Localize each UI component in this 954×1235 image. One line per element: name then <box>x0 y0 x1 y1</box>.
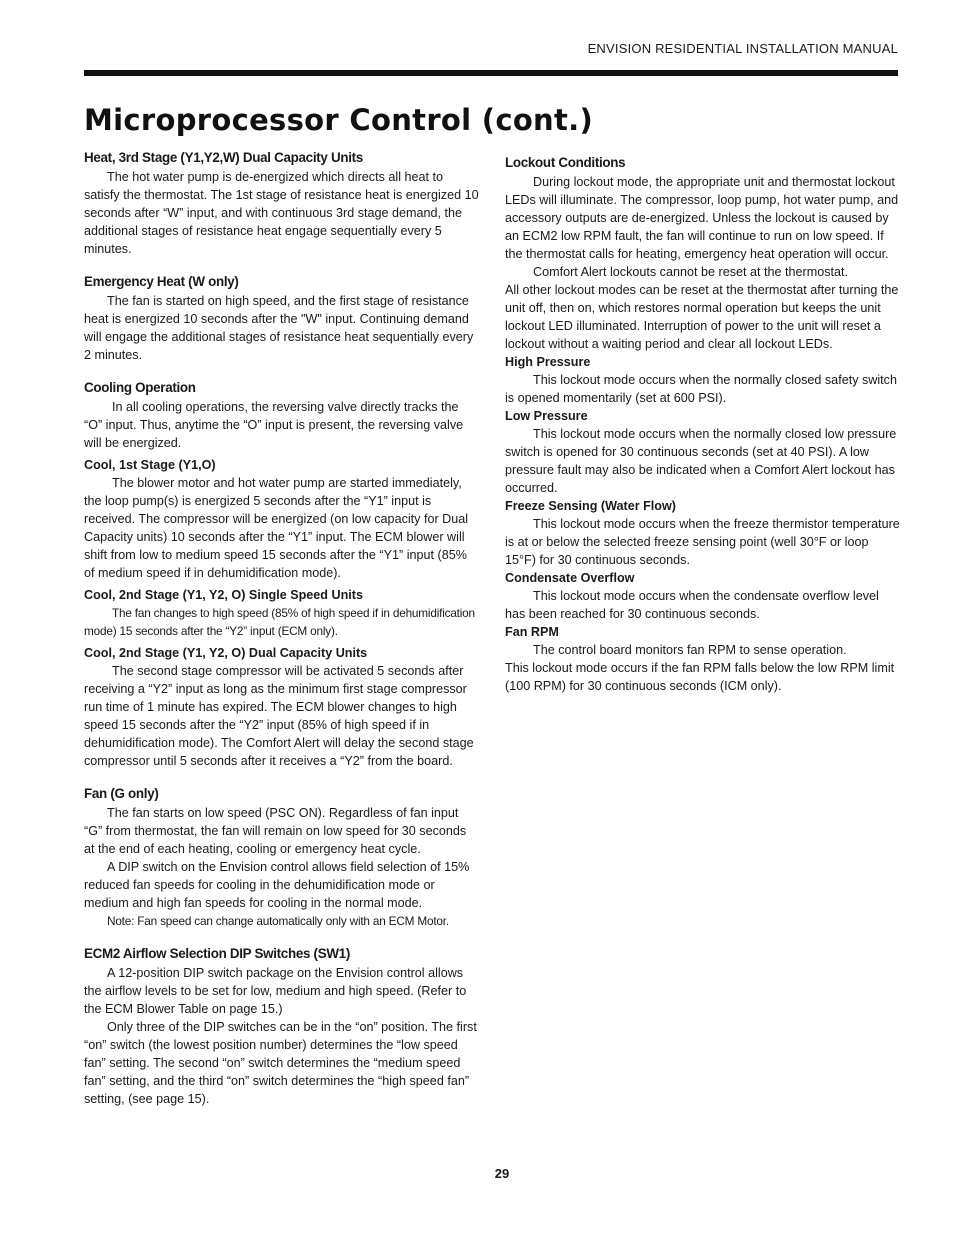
subsection-heading: Cool, 2nd Stage (Y1, Y2, O) Dual Capacity Units <box>84 646 368 660</box>
section-heading: Fan (G only) <box>84 786 159 801</box>
manual-title: ENVISION RESIDENTIAL INSTALLATION MANUAL <box>587 41 898 56</box>
subsection-low-pressure <box>505 407 901 497</box>
subsection-heading: Freeze Sensing (Water Flow) <box>505 499 676 513</box>
paragraph: In all cooling operations, the reversing valve directly tracks the “O” input. Thus, anytime the “O” input is present, the reversing valve will be energized. <box>84 400 464 450</box>
subsection-heading: Low Pressure <box>505 409 588 423</box>
paragraph: Comfort Alert lockouts cannot be reset at the thermostat. <box>533 265 848 279</box>
paragraph: Only three of the DIP switches can be in the “on” position. The first “on” switch (the lowest position number) determines the “low speed fan” setting. The second “on” switch determines the “medium speed fan” setting, and the third “on” switch determines the “high speed fan” setting, (see page 15). <box>84 1020 477 1106</box>
subsection-heading: High Pressure <box>505 355 591 369</box>
section-heading: Emergency Heat (W only) <box>84 274 239 289</box>
subsection-fan-rpm <box>505 623 901 695</box>
paragraph: The fan changes to high speed (85% of high speed if in dehumidification mode) 15 seconds after the “Y2” input (ECM only). <box>84 606 475 638</box>
paragraph: During lockout mode, the appropriate unit and thermostat lockout LEDs will illuminate. The compressor, loop pump, hot water pump, and accessory outputs are de-energized. Unless the lockout is caused by an ECM2 low RPM fault, the fan will continue to run on low speed. If the thermostat calls for heating, emergency heat operation will occur. <box>505 175 899 261</box>
section-heat-3rd-stage <box>84 148 480 258</box>
section-emergency-heat <box>84 272 480 364</box>
subsection-condensate-overflow <box>505 569 901 623</box>
paragraph: This lockout mode occurs when the condensate overflow level has been reached for 30 continuous seconds. <box>505 589 879 621</box>
subsection-heading: Cool, 1st Stage (Y1,O) <box>84 458 216 472</box>
page-number: 29 <box>494 1166 510 1181</box>
header-rule <box>84 70 898 76</box>
section-heading: Heat, 3rd Stage (Y1,Y2,W) Dual Capacity Units <box>84 150 363 165</box>
paragraph: The hot water pump is de-energized which directs all heat to satisfy the thermostat. The 1st stage of resistance heat is energized 10 seconds after “W” input, and with continuous 3rd stage demand, the additional stages of resistance heat engage sequentially every 5 minutes. <box>84 170 479 256</box>
note: Note: Fan speed can change automatically only with an ECM Motor. <box>107 914 449 928</box>
section-ecm2-dip-switches <box>84 944 480 1108</box>
paragraph: This lockout mode occurs when the freeze thermistor temperature is at or below the selected freeze sensing point (well 30°F or loop 15°F) for 30 continuous seconds. <box>505 517 900 567</box>
subsection-heading: Condensate Overflow <box>505 571 635 585</box>
subsection-high-pressure <box>505 353 901 407</box>
section-fan-g-only <box>84 784 480 930</box>
subsection-cool-2nd-stage-dual <box>84 644 480 770</box>
page-title: Microprocessor Control (cont.) <box>84 103 594 137</box>
subsection-cool-1st-stage <box>84 456 480 582</box>
paragraph: The fan is started on high speed, and the first stage of resistance heat is energized 10 seconds after the "W" input. Continuing demand will engage the additional stages of resistance heat sequentially every 2 minutes. <box>84 294 474 362</box>
subsection-heading: Cool, 2nd Stage (Y1, Y2, O) Single Speed Units <box>84 588 363 602</box>
subsection-cool-2nd-stage-single <box>84 586 480 640</box>
paragraph: This lockout mode occurs if the fan RPM falls below the low RPM limit (100 RPM) for 30 continuous seconds (ICM only). <box>505 661 895 693</box>
section-lockout-conditions <box>505 153 901 695</box>
paragraph: This lockout mode occurs when the normally closed safety switch is opened momentarily (set at 600 PSI). <box>505 373 897 405</box>
section-heading: ECM2 Airflow Selection DIP Switches (SW1) <box>84 946 350 961</box>
section-heading: Cooling Operation <box>84 380 196 395</box>
left-column <box>84 148 480 1108</box>
paragraph: The blower motor and hot water pump are started immediately, the loop pump(s) is energized 5 seconds after the “Y1” input is received. The compressor will be energized (on low capacity for Dual Capacity units) 10 seconds after the “Y1” input. The ECM blower will shift from low to medium speed 15 seconds after the “Y1” input (85% of medium speed if in dehumidification mode). <box>84 476 469 580</box>
paragraph: The fan starts on low speed (PSC ON). Regardless of fan input “G” from thermostat, the fan will remain on low speed for 30 seconds at the end of each heating, cooling or emergency heat cycle. <box>84 806 467 856</box>
paragraph: The control board monitors fan RPM to sense operation. <box>533 643 847 657</box>
right-column <box>505 153 901 695</box>
paragraph: All other lockout modes can be reset at the thermostat after turning the unit off, then on, which restores normal operation but keeps the unit lockout LED illuminated. Interruption of power to the unit will reset a lockout without a waiting period and clear all lockout LEDs. <box>505 283 899 351</box>
paragraph: The second stage compressor will be activated 5 seconds after receiving a “Y2” input as long as the minimum first stage compressor run time of 1 minute has expired. The ECM blower changes to high speed 15 seconds after the “Y2” input (85% of high speed if in dehumidification mode). The Comfort Alert will delay the second stage compressor until 5 seconds after it receives a “Y2” from the board. <box>84 664 474 768</box>
paragraph: This lockout mode occurs when the normally closed low pressure switch is opened for 30 continuous seconds (set at 40 PSI). A low pressure fault may also be indicated when a Comfort Alert lockout has occurred. <box>505 427 897 495</box>
paragraph: A DIP switch on the Envision control allows field selection of 15% reduced fan speeds for cooling in the dehumidification mode or medium and high fan speeds for cooling in the normal mode. <box>84 860 470 910</box>
subsection-freeze-sensing <box>505 497 901 569</box>
section-cooling-operation <box>84 378 480 770</box>
section-heading: Lockout Conditions <box>505 155 626 170</box>
paragraph: A 12-position DIP switch package on the Envision control allows the airflow levels to be set for low, medium and high speed. (Refer to the ECM Blower Table on page 15.) <box>84 966 467 1016</box>
subsection-heading: Fan RPM <box>505 625 559 639</box>
